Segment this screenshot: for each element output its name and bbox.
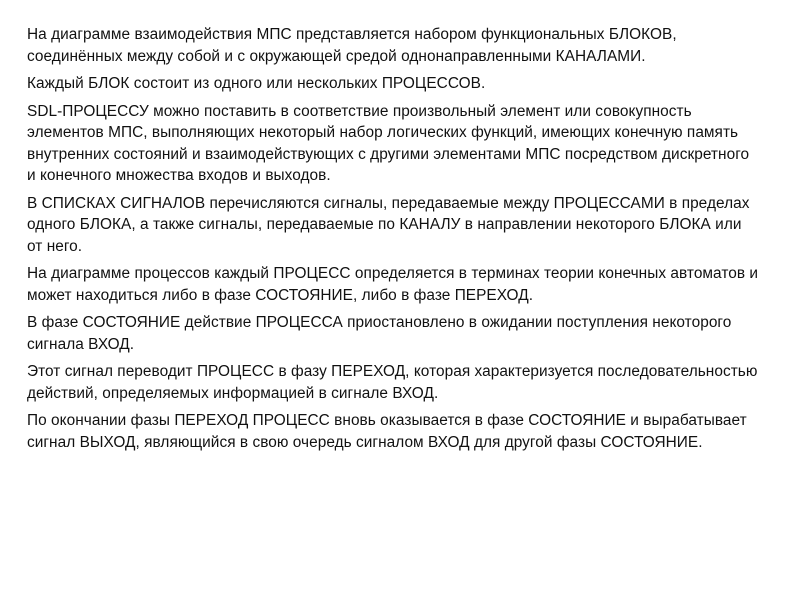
paragraph-process-diagram: На диаграмме процессов каждый ПРОЦЕСС определяется в терминах теории конечных автоматов и может находиться либо в фазе СОСТОЯНИЕ, либо в фазе ПЕРЕХОД. (27, 265, 759, 304)
paragraph-interaction-diagram: На диаграмме взаимодействия МПС представляется набором функциональных БЛОКОВ, соединённых между собой и с окружающей средой однонаправленными КАНАЛАМИ. (27, 26, 677, 65)
paragraph-sdl-process: SDL-ПРОЦЕССУ можно поставить в соответствие произвольный элемент или совокупность элементов МПС, выполняющих некоторый набор логических функций, имеющих конечную память внутренних состояний и взаимодействующих с другими элементами МПС посредством дискретного и конечного множества входов и выходов. (27, 102, 750, 184)
paragraph-signal-lists: В СПИСКАХ СИГНАЛОВ перечисляются сигналы, передаваемые между ПРОЦЕССАМИ в пределах одного БЛОКА, а также сигналы, передаваемые по КАНАЛУ в направлении некоторого БЛОКА или от него. (27, 194, 750, 255)
paragraph-block-processes: Каждый БЛОК состоит из одного или нескольких ПРОЦЕССОВ. (27, 75, 486, 92)
paragraph-output-signal: По окончании фазы ПЕРЕХОД ПРОЦЕСС вновь оказывается в фазе СОСТОЯНИЕ и вырабатывает сигнал ВЫХОД, являющийся в свою очередь сигналом ВХОД для другой фазы СОСТОЯНИЕ. (27, 412, 747, 451)
paragraph-transition-phase: Этот сигнал переводит ПРОЦЕСС в фазу ПЕРЕХОД, которая характеризуется последовательностью действий, определяемых информацией в сигнале ВХОД. (27, 363, 758, 402)
paragraph-state-phase: В фазе СОСТОЯНИЕ действие ПРОЦЕССА приостановлено в ожидании поступления некоторого сигнала ВХОД. (27, 314, 732, 353)
